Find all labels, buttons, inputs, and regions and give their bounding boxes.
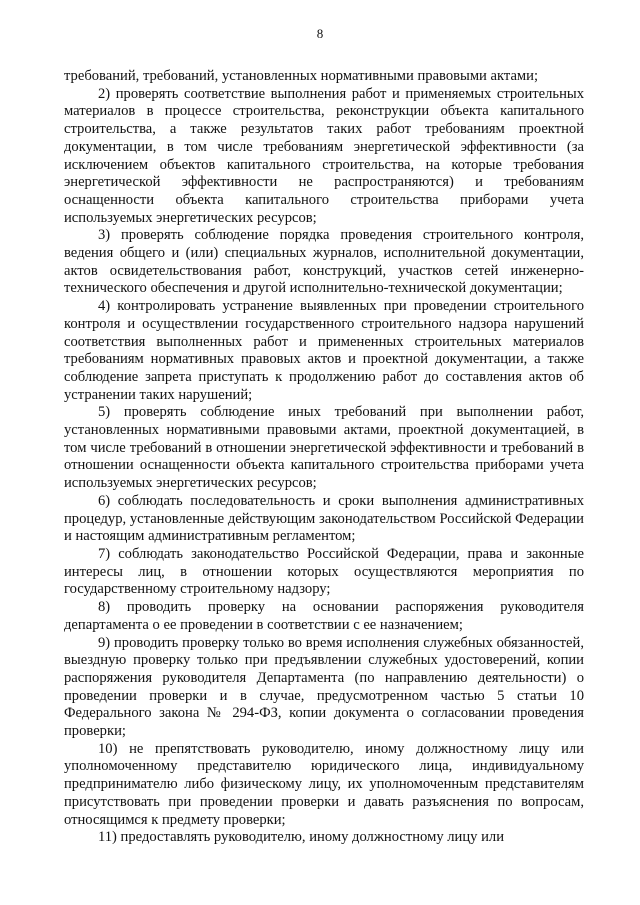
paragraph-continuation: требований, требований, установленных нормативными правовыми актами; [64,68,539,84]
paragraph-item-7: 7) соблюдать законодательство Российской Федерации, права и законные интересы лиц, в отношении которых осуществляются мероприятия по государственному строительному надзору; [64,545,584,598]
paragraph-item-9: 9) проводить проверку только во время исполнения служебных обязанностей, выездную проверку только при предъявлении служебных удостоверений, копии распоряжения руководителя Департамента (по направлению деятельности) о проведении проверки и в случае, предусмотренном частью 5 статьи 10 Федерального закона № 294-ФЗ, копии документа о согласовании проведения проверки; [64,634,584,740]
paragraph-item-4: 4) контролировать устранение выявленных при проведении строительного контроля и осуществлении государственного строительного надзора нарушений соответствия выполненных работ и примененных строительных материалов требованиям нормативных правовых актов и проектной документации, а также соблюдение запрета приступать к продолжению работ до составления актов об устранении таких нарушений; [64,298,584,403]
paragraph-item-2: 2) проверять соответствие выполнения работ и применяемых строительных материалов в процессе строительства, реконструкции объекта капитального строительства, а также результатов таких работ требованиям проектной документации, в том числе требованиям энергетической эффективности (за исключением объектов капитального строительства, на которые требования энергетической эффективности не распространяются) и требованиям оснащенности объекта капитального строительства приборами учета используемых энергетических ресурсов; [64,85,584,226]
paragraph-item-11: 11) предоставлять руководителю, иному должностному лицу или [98,829,505,846]
paragraph-item-6: 6) соблюдать последовательность и сроки выполнения административных процедур, установленные действующим законодательством Российской Федерации и настоящим административным регламентом; [64,492,584,545]
page-number: 8 [316,26,324,41]
document-body [64,68,584,847]
paragraph-item-10: 10) не препятствовать руководителю, иному должностному лицу или уполномоченному представителю юридического лица, индивидуальному предпринимателю либо физическому лицу, их уполномоченным представителям присутствовать при проведении проверки и давать разъяснения по вопросам, относящимся к предмету проверки; [64,740,584,828]
paragraph-item-3: 3) проверять соблюдение порядка проведения строительного контроля, ведения общего и (или) специальных журналов, исполнительной документации, актов освидетельствования работ, конструкций, участков сетей инженерно-технического обеспечения и другой исполнительно-технической документации; [64,227,584,297]
paragraph-item-8: 8) проводить проверку на основании распоряжения руководителя департамента о ее проведении в соответствии с ее назначением; [64,599,584,633]
paragraph-item-5: 5) проверять соблюдение иных требований при выполнении работ, установленных нормативными правовыми актами, проектной документацией, в том числе требований в отношении энергетической эффективности и требований в отношении оснащенности объекта капитального строительства приборами учета используемых энергетических ресурсов; [64,404,584,492]
